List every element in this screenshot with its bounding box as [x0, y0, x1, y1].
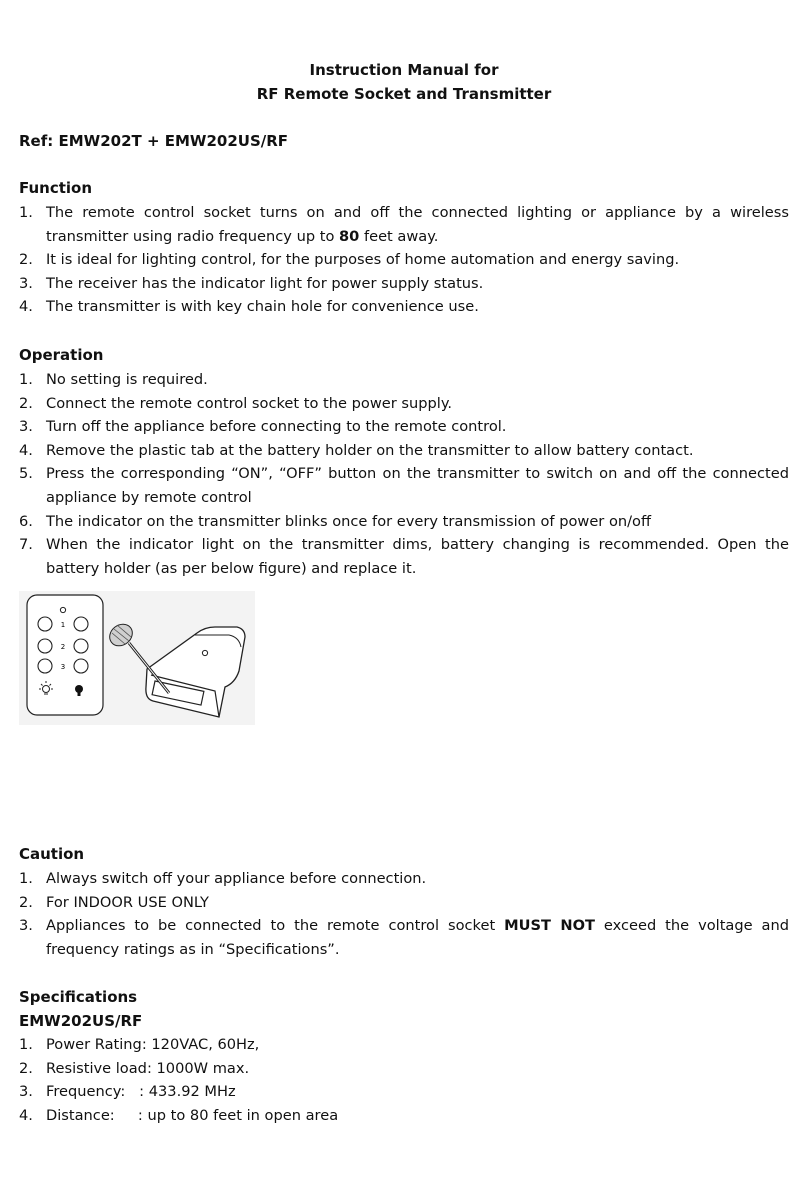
caution-heading: Caution — [19, 845, 85, 863]
reference-line: Ref: EMW202T + EMW202US/RF — [19, 132, 289, 150]
must-not-emphasis: MUST NOT — [504, 917, 595, 935]
list-item: 5. Press the corresponding “ON”, “OFF” button on the transmitter to switch on and off the connected appliance by remote control — [19, 465, 789, 506]
list-item: 2. Connect the remote control socket to the power supply. — [19, 394, 453, 412]
list-item: 7. When the indicator light on the transmitter dims, battery changing is recommended. Open the battery holder (as per below figure) and replace it. — [19, 536, 789, 577]
list-item: 6. The indicator on the transmitter blinks once for every transmission of power on/off — [19, 512, 652, 530]
remote-label-1: 1 — [60, 621, 66, 629]
caution-list — [19, 867, 789, 961]
remote-control-drawing — [27, 595, 103, 715]
specifications-list — [19, 1033, 789, 1127]
remote-label-3: 3 — [60, 663, 66, 671]
specifications-heading: Specifications — [19, 988, 138, 1006]
operation-heading: Operation — [19, 346, 104, 364]
battery-holder-figure — [19, 591, 255, 725]
list-item: 1. No setting is required. — [19, 371, 208, 388]
operation-list — [19, 368, 789, 580]
title-line-2: RF Remote Socket and Transmitter — [256, 85, 552, 103]
list-item: 4. The transmitter is with key chain hole for convenience use. — [19, 298, 479, 316]
title-line-1: Instruction Manual for — [309, 61, 499, 79]
list-item: 4. Distance: : up to 80 feet in open area — [19, 1106, 339, 1124]
list-item: 1. Power Rating: 120VAC, 60Hz, — [19, 1036, 260, 1053]
remote-label-2: 2 — [60, 643, 66, 651]
list-item: 2. Resistive load: 1000W max. — [19, 1059, 250, 1077]
list-item: 3. Appliances to be connected to the remote control socket MUST NOT exceed the voltage and frequency ratings as in “Specifications”. — [19, 917, 790, 958]
list-item: 4. Remove the plastic tab at the battery holder on the transmitter to allow battery contact. — [19, 441, 694, 459]
list-item: 1. The remote control socket turns on and off the connected lighting or appliance by a wireless transmitter using radio frequency up to 80 feet away. — [19, 204, 789, 245]
function-heading: Function — [19, 179, 93, 197]
list-item: 3. Frequency: : 433.92 MHz — [19, 1083, 236, 1101]
list-item: 1. Always switch off your appliance before connection. — [19, 870, 427, 887]
list-item: 2. It is ideal for lighting control, for the purposes of home automation and energy saving. — [19, 251, 680, 269]
list-item: 3. The receiver has the indicator light for power supply status. — [19, 274, 484, 292]
list-item: 2. For INDOOR USE ONLY — [19, 893, 209, 911]
model-number: EMW202US/RF — [19, 1012, 143, 1030]
list-item: 3. Turn off the appliance before connecting to the remote control. — [19, 418, 507, 436]
range-value: 80 — [339, 227, 360, 245]
function-list — [19, 201, 789, 319]
